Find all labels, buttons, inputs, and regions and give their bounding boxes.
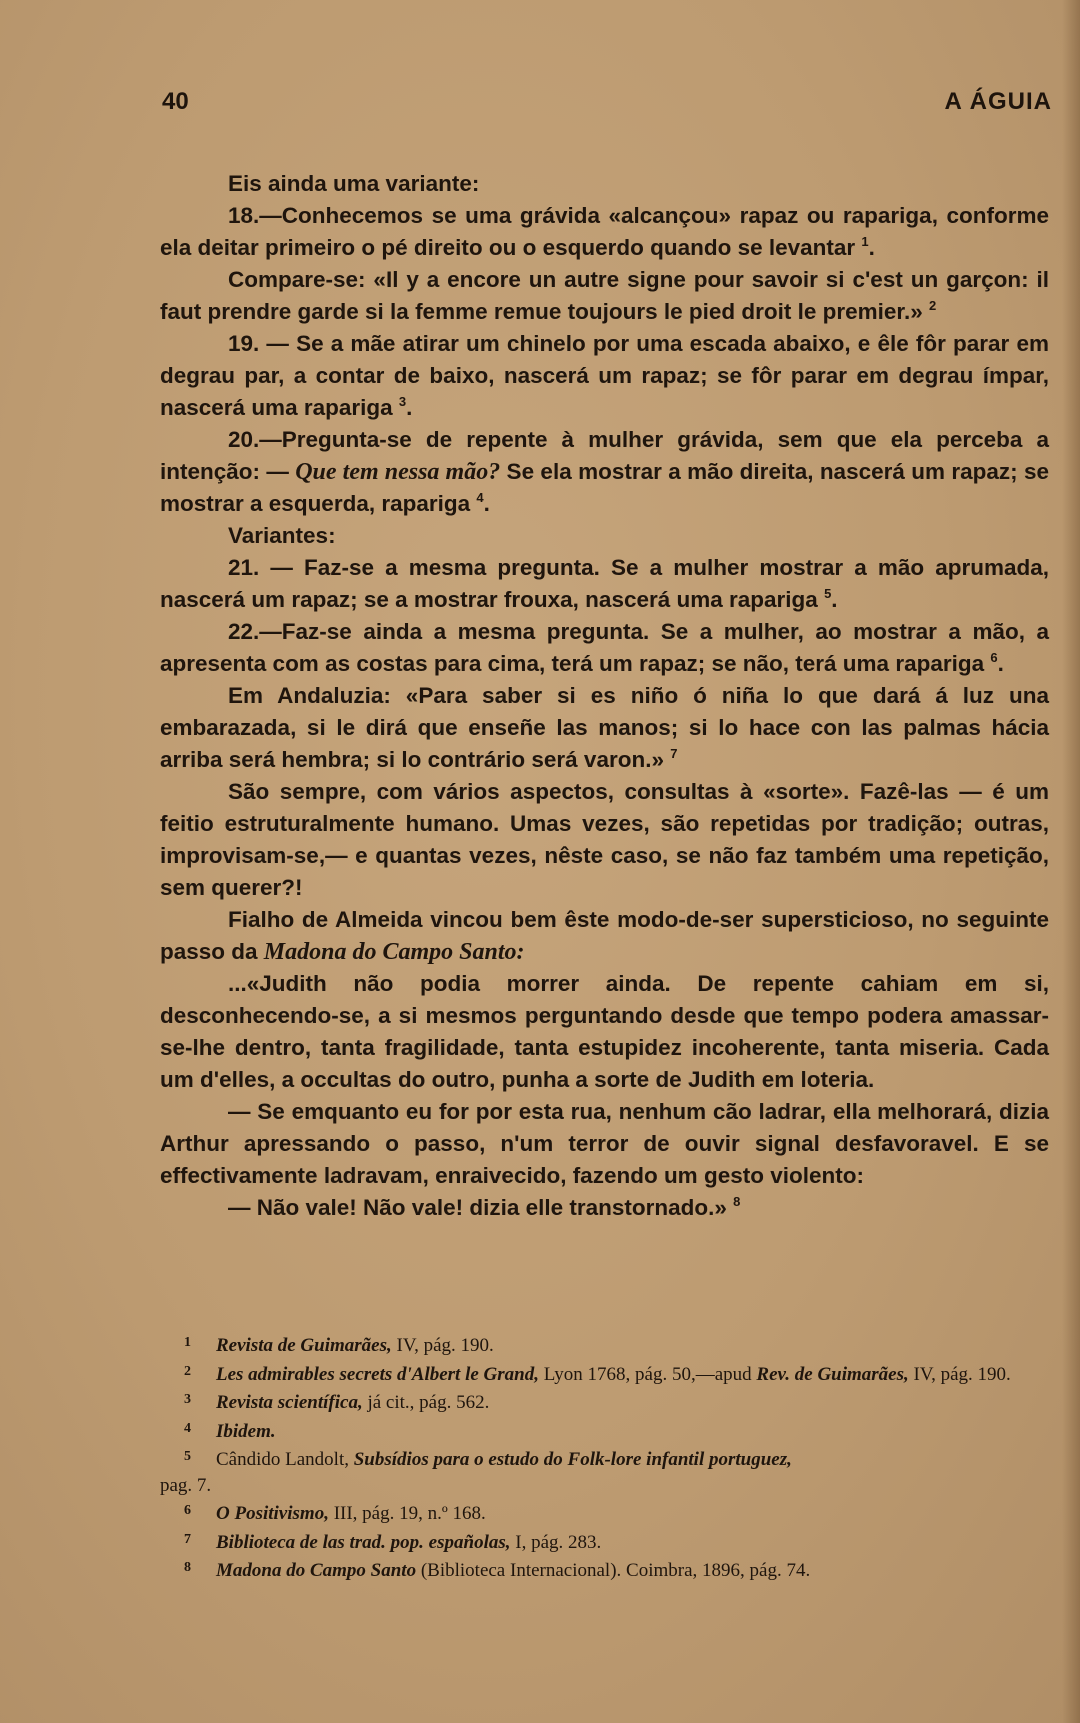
page-number: 40 (162, 88, 189, 115)
page-edge-shadow (1062, 0, 1080, 1723)
footnote-ref-6[interactable]: 6 (990, 650, 998, 665)
paragraph-judith: ...«Judith não podia morrer ainda. De repente cahiam em si, desconhecendo-se, a si mesmos perguntando desde que tempo podera amassar-se-lhe dentro, tanta fragilidade, tanta estupidez incoherente, tanta miseria. Cada um d'elles, a occultas do outro, punha a sorte de Judith em loteria. (160, 971, 1049, 1092)
main-text (160, 168, 1049, 1224)
footnote-ref-1[interactable]: 1 (861, 234, 869, 249)
footnote-8: 8 Madona do Campo Santo (Biblioteca Internacional). Coimbra, 1896, pág. 74. (184, 1560, 811, 1581)
footnote-1: 1 Revista de Guimarães, IV, pág. 190. (184, 1335, 494, 1356)
paragraph-andaluzia: Em Andaluzia: «Para saber si es niño ó niña lo que dará á luz una embarazada, si le dirá que enseñe las manos; si lo hace con las palmas hácia arriba será hembra; si lo contrário será varon.» $^7$ (160, 683, 1049, 772)
footnote-ref-8[interactable]: 8 (733, 1194, 741, 1209)
paragraph-arthur: — Se emquanto eu for por esta rua, nenhum cão ladrar, ella melhorará, dizia Arthur apressando o passo, n'um terror de ouvir signal desfavoravel. E se effectivamente ladravam, enraivecido, fazendo um gesto violento: (160, 1099, 1049, 1188)
paragraph-18: 18.—Conhecemos se uma grávida «alcançou» rapaz ou rapariga, conforme ela deitar primeiro o pé direito ou o esquerdo quando se levantar $^1$. (160, 203, 1049, 260)
footnote-3: 3 Revista scientífica, já cit., pág. 562. (184, 1392, 490, 1413)
footnotes (160, 1330, 1049, 1584)
paragraph-sorte: São sempre, com vários aspectos, consultas à «sorte». Fazê-las — é um feitio estruturalmente humano. Umas vezes, são repetidas por tradição; outras, improvisam-se,— e quantas vezes, nêste caso, se não faz também uma repetição, sem querer?! (160, 779, 1049, 900)
footnote-6: 6 O Positivismo, III, pág. 19, n.º 168. (184, 1503, 486, 1524)
paragraph-19: 19. — Se a mãe atirar um chinelo por uma escada abaixo, e êle fôr parar em degrau par, a contar de baixo, nascerá um rapaz; se fôr parar em degrau ímpar, nascerá uma rapariga $^3$. (160, 331, 1049, 420)
paragraph-fialho: Fialho de Almeida vincou bem êste modo-de-ser supersticioso, no seguinte passo da Madona do Campo Santo: (160, 907, 1049, 965)
footnote-2: 2 Les admirables secrets d'Albert le Grand, Lyon 1768, pág. 50,—apud Rev. de Guimarães, IV, pág. 190. (184, 1363, 1011, 1385)
paragraph-nao-vale: — Não vale! Não vale! dizia elle transtornado.» $^8$ (228, 1194, 741, 1220)
footnote-ref-2[interactable]: 2 (928, 298, 937, 313)
paragraph-intro: Eis ainda uma variante: (228, 171, 480, 196)
footnote-ref-4[interactable]: 4 (476, 490, 484, 505)
running-header (162, 88, 1052, 122)
paragraph-variantes: Variantes: (228, 523, 336, 548)
paragraph-20: 20.—Pregunta-se de repente à mulher grávida, sem que ela perceba a intenção: — Que tem nessa mão? Se ela mostrar a mão direita, nascerá um rapaz; se mostrar a esquerda, rapariga $^4$. (160, 427, 1049, 516)
footnote-5: 5 Cândido Landolt, Subsídios para o estudo do Folk-lore infantil portuguez, (184, 1449, 792, 1470)
footnote-5-continuation: pag. 7. (160, 1474, 212, 1496)
footnote-7: 7 Biblioteca de las trad. pop. españolas, I, pág. 283. (184, 1531, 602, 1553)
footnote-ref-3[interactable]: 3 (398, 394, 407, 409)
paragraph-compare: Compare-se: «Il y a encore un autre signe pour savoir si c'est un garçon: il faut prendre garde si la femme remue toujours le pied droit le premier.» $^2$ (160, 267, 1049, 324)
running-title: A ÁGUIA (944, 88, 1052, 115)
footnote-ref-5[interactable]: 5 (824, 586, 832, 601)
work-title: Madona do Campo Santo: (263, 939, 525, 965)
footnote-ref-7[interactable]: 7 (670, 746, 678, 761)
quoted-question: Que tem nessa mão? (295, 459, 501, 485)
paragraph-22: 22.—Faz-se ainda a mesma pregunta. Se a mulher, ao mostrar a mão, a apresenta com as costas para cima, terá um rapaz; se não, terá uma rapariga $^6$. (160, 619, 1049, 676)
paragraph-21: 21. — Faz-se a mesma pregunta. Se a mulher mostrar a mão aprumada, nascerá um rapaz; se a mostrar frouxa, nascerá uma rapariga $^5$. (160, 555, 1049, 612)
footnote-4: 4 Ibidem. (184, 1420, 276, 1442)
